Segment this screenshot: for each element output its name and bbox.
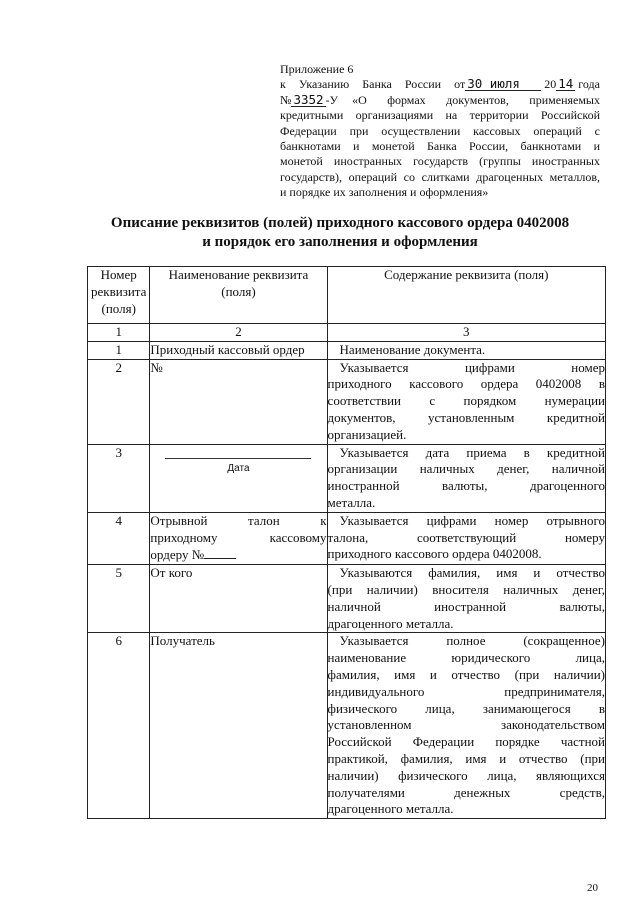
column-number-row xyxy=(88,324,606,342)
row-number: 2 xyxy=(88,359,150,444)
table-row xyxy=(88,565,606,633)
table-row xyxy=(88,512,606,564)
column-number: 1 xyxy=(88,324,150,342)
decree-title-start: «О формах документов, применяемых xyxy=(352,92,600,107)
row-name xyxy=(150,444,327,512)
date-caption: Дата xyxy=(227,462,250,474)
header-number: Номер реквизита (поля) xyxy=(88,267,150,324)
page-number: 20 xyxy=(587,882,598,894)
row-name: Приходный кассовый ордер xyxy=(150,341,327,359)
row-content: Указывается цифрами номер отрывного талона, соответствующий номеру приходного кассового ордера 0402008. xyxy=(327,512,605,564)
header-content: Содержание реквизита (поля) xyxy=(327,267,605,324)
table-row xyxy=(88,444,606,512)
row-content: Указывается цифрами номер приходного кассового ордера 0402008 в соответствии с порядком нумерации документов, установленным кредитной организацией. xyxy=(327,359,605,444)
appendix-line-7: государств), операций со слитками драгоценных металлов, xyxy=(280,169,600,184)
row-name: Отрывной талон к приходному кассовому ордеру № xyxy=(150,512,327,564)
row-name: От кого xyxy=(150,565,327,633)
table-header-row xyxy=(88,267,606,324)
appendix-line-6: монетой иностранных государств (группы иностранных xyxy=(280,154,600,169)
appendix-line-8: и порядке их заполнения и оформления» xyxy=(280,185,489,200)
handwritten-year: 14 xyxy=(558,76,574,92)
appendix-header xyxy=(280,62,600,201)
row-number: 1 xyxy=(88,341,150,359)
handwritten-number: 3352 xyxy=(293,91,324,107)
number-blank-line xyxy=(204,546,236,559)
table-row xyxy=(88,359,606,444)
appendix-line-3: кредитными организациями на территории Российской xyxy=(280,108,600,123)
column-number: 3 xyxy=(327,324,605,342)
row-content: Указывается полное (сокращенное) наименование юридического лица, фамилия, имя и отчество (при наличии) индивидуального предпринимателя, физического лица, занимающегося в установленном законодательством Российской Федерации порядке частной практикой, фамилия, имя и отчество (при наличии) физического лица, являющихся получателями денежных средств, драгоценного металла. xyxy=(327,633,605,819)
requisites-table xyxy=(87,266,606,819)
row-number: 4 xyxy=(88,512,150,564)
header-name: Наименование реквизита (поля) xyxy=(150,267,327,324)
row-name: № xyxy=(150,359,327,444)
row-content: Указываются фамилия, имя и отчество (при наличии) вносителя наличных денег, наличной иностранной валюты, драгоценного металла. xyxy=(327,565,605,633)
document-title-line-1: Описание реквизитов (полей) приходного кассового ордера 0402008 xyxy=(110,215,570,231)
decree-date: от 30 июля 20 14 года xyxy=(454,76,600,92)
table-row xyxy=(88,633,606,819)
appendix-line-5: банкнотами и монетой Банка России, банкнотами и xyxy=(280,139,600,154)
row-name: Получатель xyxy=(150,633,327,819)
row-content: Указывается дата приема в кредитной организации наличных денег, наличной иностранной валюты, драгоценного металла. xyxy=(327,444,605,512)
document-title xyxy=(20,214,640,252)
row-content: Наименование документа. xyxy=(327,341,605,359)
column-number: 2 xyxy=(150,324,327,342)
row-number: 3 xyxy=(88,444,150,512)
appendix-line-2 xyxy=(280,93,600,108)
appendix-line-4: Федерации при осуществлении кассовых операций с xyxy=(280,123,600,138)
appendix-title: Приложение 6 xyxy=(280,62,354,76)
handwritten-day-month: 30 июля xyxy=(465,78,541,91)
appendix-line-1: к Указанию Банка России от 30 июля 20 14 года xyxy=(280,76,600,92)
row-number: 5 xyxy=(88,565,150,633)
decree-number: № 3352 -У xyxy=(280,91,339,107)
document-title-line-2: и порядок его заполнения и оформления xyxy=(202,234,478,250)
table-row xyxy=(88,341,606,359)
date-blank-line xyxy=(165,458,311,459)
row-number: 6 xyxy=(88,633,150,819)
